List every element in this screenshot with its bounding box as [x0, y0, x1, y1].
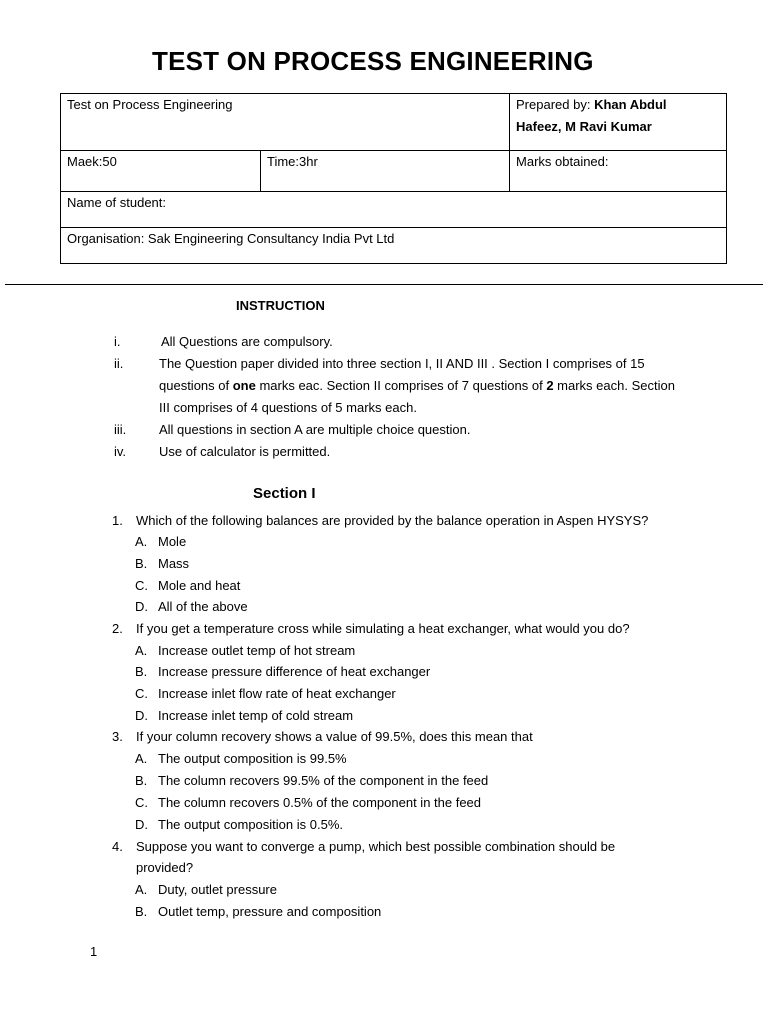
time-value: Time:3hr [267, 154, 318, 169]
instruction-item [114, 331, 684, 353]
question-text: If you get a temperature cross while simulating a heat exchanger, what would you do? [136, 621, 630, 636]
instruction-text: Use of calculator is permitted. [159, 444, 331, 459]
marks-cell [61, 151, 261, 192]
marks-obtained-label: Marks obtained: [516, 154, 609, 169]
section-title: Section I [253, 485, 316, 502]
question-number: 4. [112, 839, 123, 854]
marks-value: Maek:50 [67, 154, 117, 169]
question-number: 1. [112, 513, 123, 528]
name-of-student-cell [61, 192, 727, 228]
prepared-by-cell [510, 94, 727, 151]
question-number: 3. [112, 729, 123, 744]
instruction-text: All Questions are compulsory. [161, 334, 333, 349]
prepared-by-line1: Khan Abdul [594, 97, 667, 112]
organisation-cell [61, 228, 727, 264]
question-text: provided? [136, 860, 194, 875]
prepared-by-label: Prepared by: [516, 97, 595, 112]
question-number: 2. [112, 621, 123, 636]
question-text: Which of the following balances are provided by the balance operation in Aspen HYSYS? [136, 513, 649, 528]
instruction-number: ii. [114, 356, 124, 371]
name-of-student-label: Name of student: [67, 195, 166, 210]
instruction-number: i. [114, 334, 121, 349]
instruction-number: iv. [114, 444, 127, 459]
test-name-cell [61, 94, 510, 151]
instruction-text: All questions in section A are multiple choice question. [159, 422, 471, 437]
header-table [60, 93, 727, 264]
instruction-item [114, 441, 684, 463]
instruction-text: The Question paper divided into three section I, II AND III . Section I comprises of 15 questions of one marks eac. Section II comprises of 7 questions of 2 marks each. Section III comprises of 4 questions of 5 marks each. [159, 356, 675, 415]
instruction-heading: INSTRUCTION [236, 298, 325, 313]
marks-obtained-cell [510, 151, 727, 192]
horizontal-divider [5, 284, 763, 285]
organisation-label: Organisation: Sak Engineering Consultancy India Pvt Ltd [67, 231, 395, 246]
instruction-item [114, 353, 684, 419]
prepared-by-line2: Hafeez, M Ravi Kumar [516, 119, 652, 134]
instruction-number: iii. [114, 422, 127, 437]
instruction-item [114, 419, 684, 441]
document-title: TEST ON PROCESS ENGINEERING [152, 46, 594, 76]
page-number: 1 [90, 944, 98, 959]
question-text: If your column recovery shows a value of 99.5%, does this mean that [136, 729, 533, 744]
test-name: Test on Process Engineering [67, 97, 233, 112]
time-cell [261, 151, 510, 192]
question-text: Suppose you want to converge a pump, which best possible combination should be [136, 839, 616, 854]
